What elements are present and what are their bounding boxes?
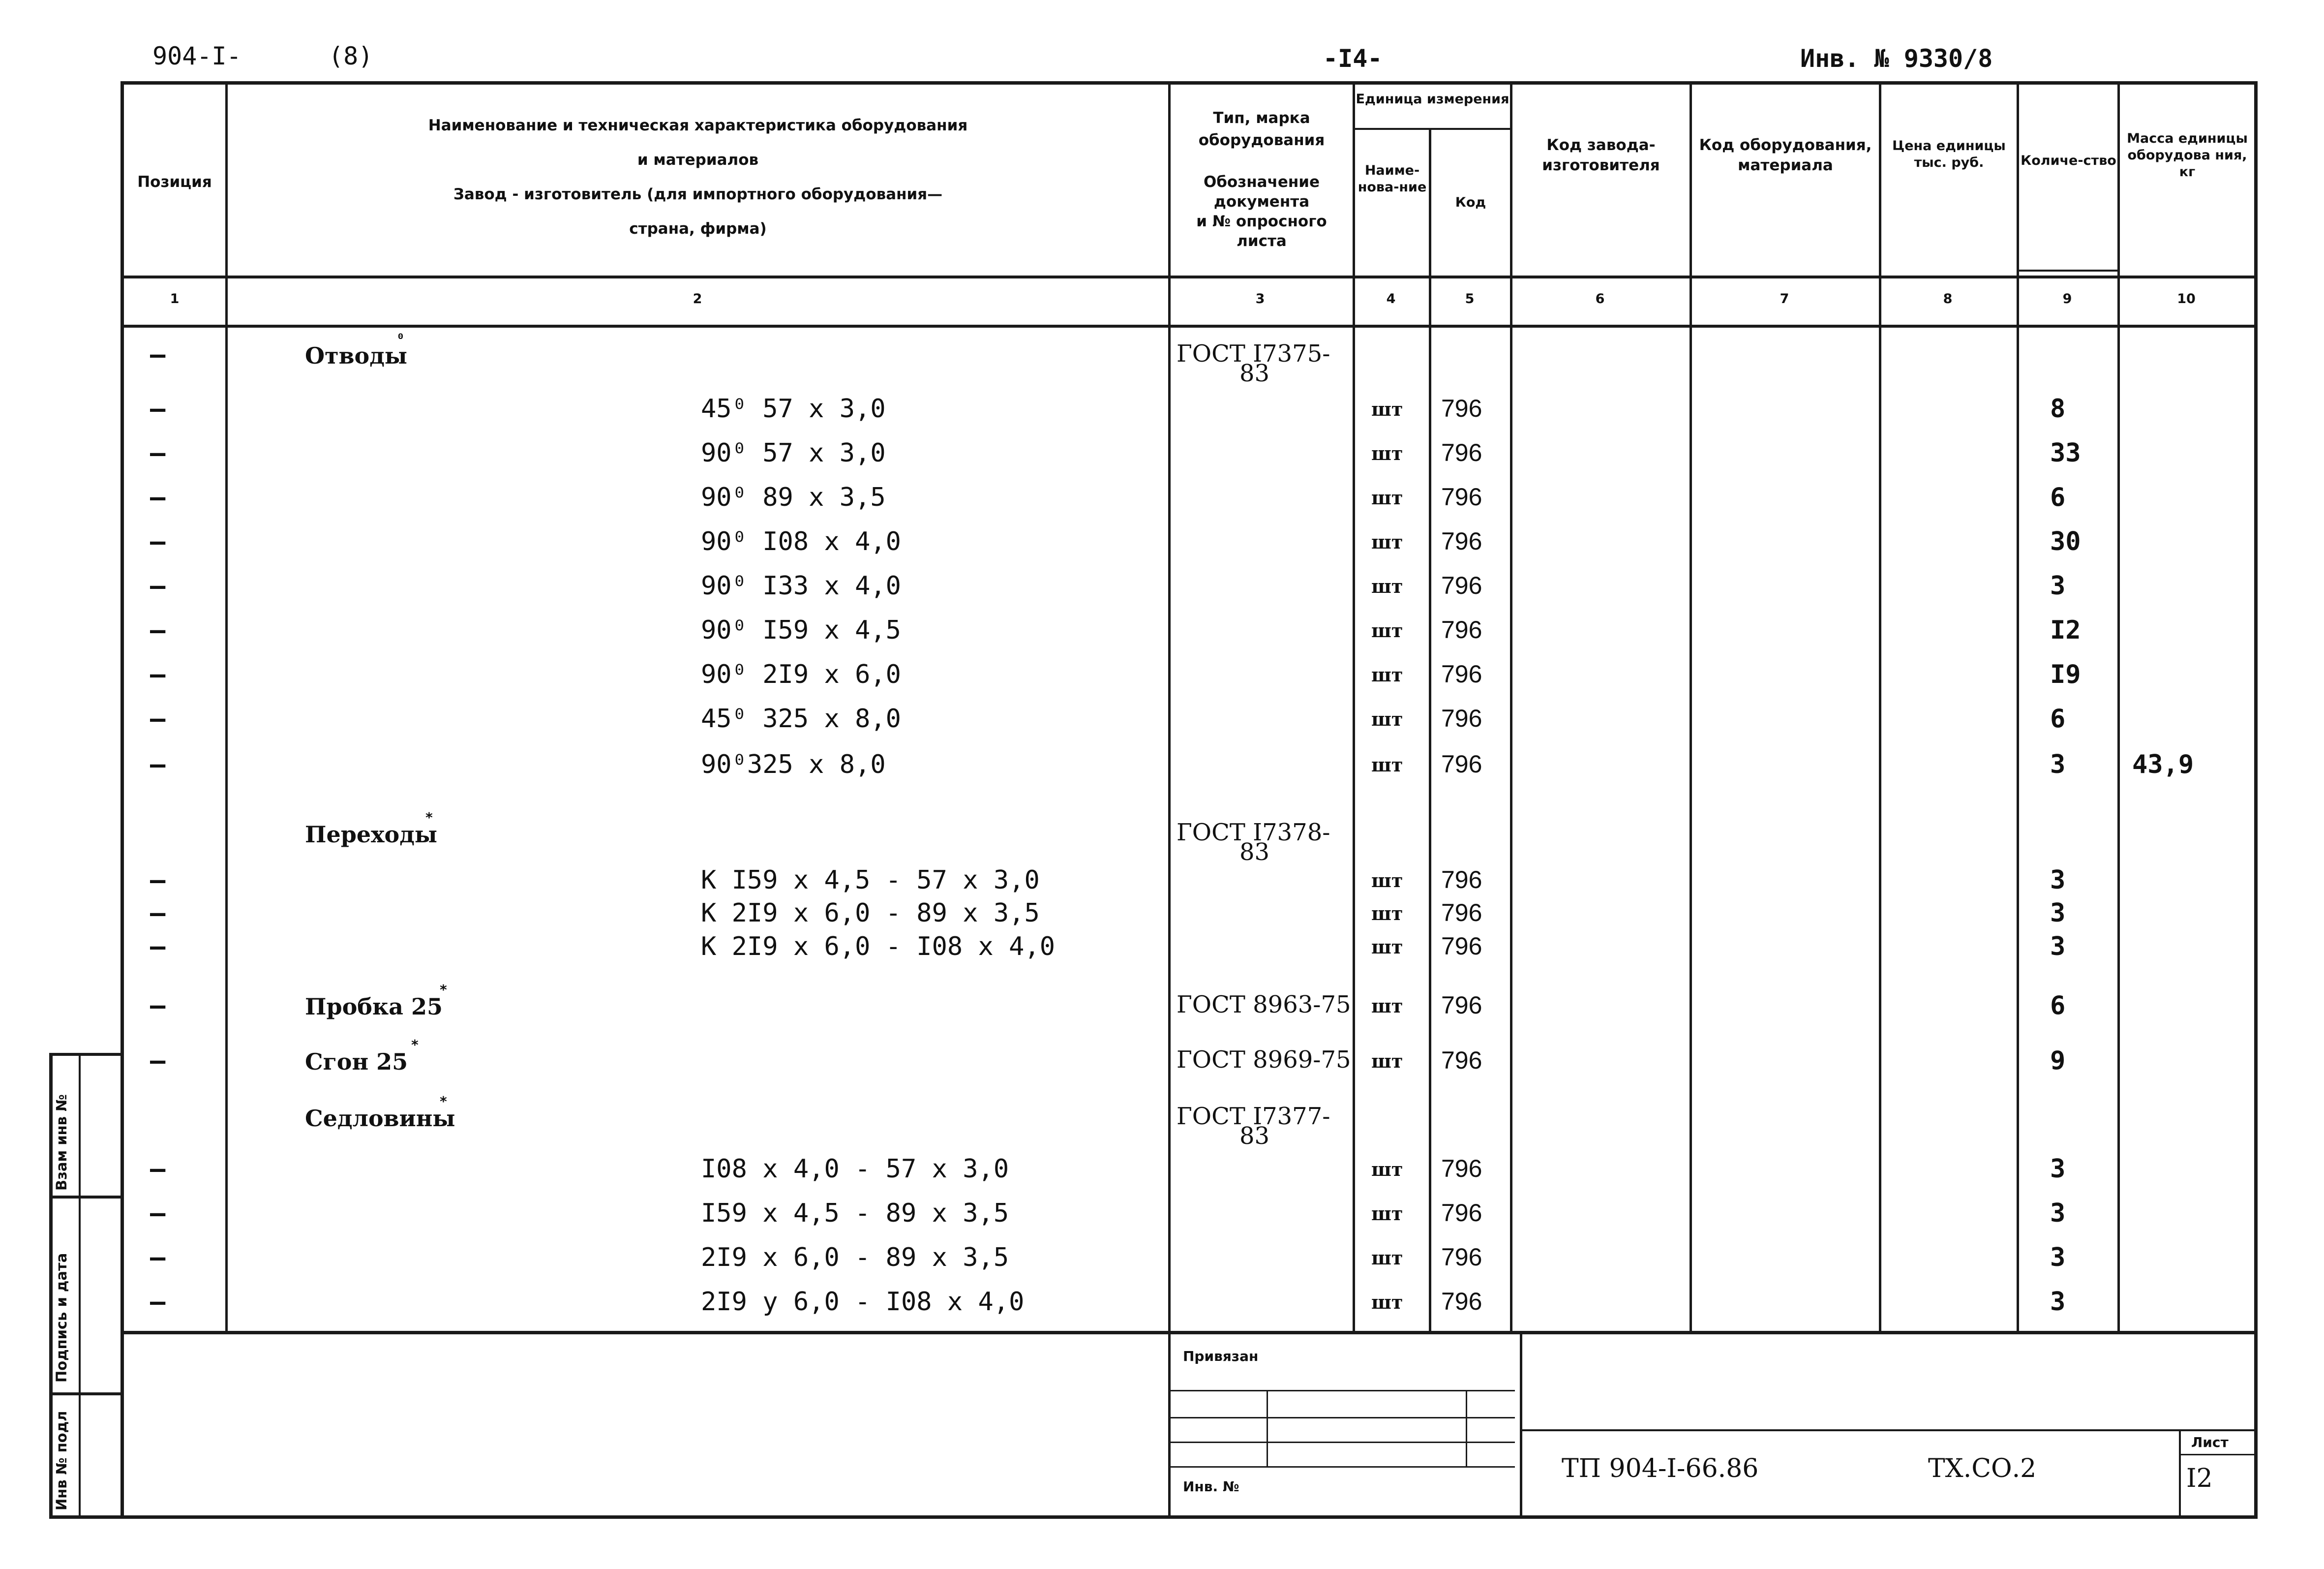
row-unit-code: 796 <box>1441 439 1482 466</box>
row-quantity: 3 <box>2050 1287 2066 1317</box>
row-document-year: 83 <box>1239 838 1270 866</box>
row-quantity: 3 <box>2050 865 2066 895</box>
series-number: 904-I- <box>152 42 241 70</box>
row-item-spec: 90⁰ 89 х 3,5 <box>701 483 886 512</box>
row-mass: 43,9 <box>2132 750 2194 779</box>
row-document-year: 83 <box>1239 1122 1270 1150</box>
row-document-year: 83 <box>1239 360 1270 387</box>
row-unit-code: 796 <box>1441 1243 1482 1271</box>
row-unit-name: шт <box>1371 708 1403 730</box>
row-item-spec: К 2I9 х 6,0 - 89 х 3,5 <box>701 898 1040 928</box>
row-group-name: Пробка 25 <box>305 993 443 1020</box>
row-quantity: 3 <box>2050 1243 2066 1272</box>
row-position: — <box>150 991 166 1020</box>
column-number: 6 <box>1595 291 1605 307</box>
row-unit-name: шт <box>1371 664 1403 686</box>
row-quantity: 3 <box>2050 1154 2066 1184</box>
row-item-spec: 90⁰ I33 х 4,0 <box>701 571 901 601</box>
row-unit-code: 796 <box>1441 527 1482 555</box>
row-unit-name: шт <box>1371 1158 1403 1180</box>
row-unit-code: 796 <box>1441 750 1482 778</box>
row-item-spec: I08 х 4,0 - 57 х 3,0 <box>701 1154 1009 1184</box>
row-position: — <box>150 571 166 601</box>
col-quantity-header: Количе-ство <box>2021 153 2116 168</box>
col-type-header-3: Обозначение <box>1203 173 1320 191</box>
col-price-header: Цена единицы тыс. руб. <box>1892 138 2006 170</box>
sheet-number: I2 <box>2186 1464 2213 1493</box>
inv-number-label: Инв. № <box>1183 1478 1239 1495</box>
row-note-mark: * <box>425 809 433 826</box>
row-quantity: 33 <box>2050 438 2081 468</box>
col-position-header: Позиция <box>137 173 212 191</box>
row-position: — <box>150 615 166 645</box>
col-name-header-2: и материалов <box>637 151 759 169</box>
row-group-name: Отводы <box>305 342 407 369</box>
row-position: — <box>150 932 166 961</box>
row-note-mark: * <box>439 1093 448 1109</box>
row-item-spec: 90⁰ I59 х 4,5 <box>701 615 901 645</box>
row-unit-name: шт <box>1371 531 1403 553</box>
row-position: — <box>150 660 166 689</box>
col-equipment-code-header: Код оборудования, материала <box>1699 136 1872 174</box>
column-number: 5 <box>1465 291 1475 307</box>
row-item-spec: 90⁰ 57 х 3,0 <box>701 438 886 468</box>
row-quantity: 3 <box>2050 571 2066 601</box>
side-sign-date-label: Подпись и дата <box>53 1253 70 1383</box>
inventory-number: Инв. № 9330/8 <box>1800 44 1993 73</box>
row-item-spec: 45⁰ 57 х 3,0 <box>701 394 886 424</box>
row-unit-name: шт <box>1371 487 1403 509</box>
row-unit-name: шт <box>1371 442 1403 464</box>
row-note-mark: * <box>439 982 448 998</box>
row-unit-code: 796 <box>1441 660 1482 688</box>
row-quantity: 8 <box>2050 394 2066 424</box>
row-position: — <box>150 750 166 779</box>
row-unit-code: 796 <box>1441 899 1482 926</box>
row-group-name: Сгон 25 <box>305 1048 408 1075</box>
row-item-spec: 90⁰325 х 8,0 <box>701 750 886 779</box>
col-type-header-6: листа <box>1237 232 1287 250</box>
row-group-name: Переходы <box>305 821 438 848</box>
col-mass-header: Масса единицы оборудова ния, кг <box>2127 131 2248 180</box>
row-position: — <box>150 1199 166 1228</box>
row-unit-code: 796 <box>1441 1155 1482 1182</box>
row-unit-name: шт <box>1371 619 1403 642</box>
col-type-header-5: и № опросного <box>1196 213 1327 230</box>
row-unit-code: 796 <box>1441 1199 1482 1227</box>
row-position: — <box>150 1046 166 1076</box>
sub-number: (8) <box>329 42 373 70</box>
row-document: ГОСТ 8969-75 <box>1177 1046 1351 1074</box>
row-quantity: 6 <box>2050 704 2066 734</box>
row-unit-code: 796 <box>1441 866 1482 893</box>
row-unit-name: шт <box>1371 1291 1403 1313</box>
column-number: 3 <box>1255 291 1265 307</box>
column-number: 2 <box>693 291 702 307</box>
row-position: — <box>150 1154 166 1184</box>
column-number: 8 <box>1943 291 1953 307</box>
row-quantity: 30 <box>2050 527 2081 556</box>
row-position: — <box>150 483 166 512</box>
row-position: — <box>150 394 166 424</box>
row-quantity: 6 <box>2050 991 2066 1020</box>
row-unit-code: 796 <box>1441 483 1482 511</box>
row-unit-name: шт <box>1371 1050 1403 1072</box>
row-unit-code: 796 <box>1441 991 1482 1019</box>
row-note-mark: ⁰ <box>396 331 405 347</box>
row-position: — <box>150 1287 166 1317</box>
col-factory-code-header: Код завода-изготовителя <box>1542 136 1660 174</box>
row-quantity: 3 <box>2050 898 2066 928</box>
row-unit-name: шт <box>1371 398 1403 420</box>
row-unit-code: 796 <box>1441 705 1482 732</box>
col-type-header-2: оборудования <box>1198 131 1325 149</box>
row-quantity: I2 <box>2050 615 2081 645</box>
row-document: ГОСТ 8963-75 <box>1177 991 1351 1018</box>
row-item-spec: 2I9 у 6,0 - I08 х 4,0 <box>701 1287 1025 1317</box>
column-number: 1 <box>170 291 180 307</box>
row-unit-name: шт <box>1371 995 1403 1017</box>
row-group-name: Седловины <box>305 1105 455 1132</box>
row-unit-code: 796 <box>1441 1046 1482 1074</box>
row-unit-code: 796 <box>1441 395 1482 422</box>
row-position: — <box>150 438 166 468</box>
row-document: ГОСТ I7377- <box>1177 1103 1330 1130</box>
row-quantity: I9 <box>2050 660 2081 689</box>
col-name-header-4: страна, фирма) <box>629 220 767 238</box>
row-unit-name: шт <box>1371 1202 1403 1225</box>
row-unit-name: шт <box>1371 1247 1403 1269</box>
col-name-header-1: Наименование и техническая характеристика оборудования <box>428 117 968 134</box>
row-quantity: 6 <box>2050 483 2066 512</box>
row-note-mark: * <box>411 1037 419 1053</box>
row-item-spec: 90⁰ I08 х 4,0 <box>701 527 901 556</box>
row-quantity: 3 <box>2050 1199 2066 1228</box>
row-item-spec: 90⁰ 2I9 х 6,0 <box>701 660 901 689</box>
row-quantity: 3 <box>2050 932 2066 961</box>
row-position: — <box>150 527 166 556</box>
row-item-spec: 2I9 х 6,0 - 89 х 3,5 <box>701 1243 1009 1272</box>
document-designation: ТП 904-I-66.86 <box>1562 1454 1759 1483</box>
row-unit-code: 796 <box>1441 932 1482 960</box>
column-number: 4 <box>1386 291 1396 307</box>
row-unit-code: 796 <box>1441 1288 1482 1315</box>
side-replace-label: Взам инв № <box>53 1094 70 1191</box>
row-position: — <box>150 340 166 369</box>
row-item-spec: I59 х 4,5 - 89 х 3,5 <box>701 1199 1009 1228</box>
row-quantity: 9 <box>2050 1046 2066 1076</box>
col-type-header-1: Тип, марка <box>1213 109 1310 127</box>
row-unit-code: 796 <box>1441 616 1482 644</box>
row-item-spec: К I59 х 4,5 - 57 х 3,0 <box>701 865 1040 895</box>
row-document: ГОСТ I7378- <box>1177 819 1330 846</box>
col-unit-name-header: Наиме-нова-ние <box>1358 163 1427 195</box>
row-item-spec: К 2I9 х 6,0 - I08 х 4,0 <box>701 932 1056 961</box>
row-unit-name: шт <box>1371 754 1403 776</box>
row-position: — <box>150 865 166 895</box>
row-unit-name: шт <box>1371 936 1403 958</box>
row-item-spec: 45⁰ 325 х 8,0 <box>701 704 901 734</box>
row-quantity: 3 <box>2050 750 2066 779</box>
row-unit-name: шт <box>1371 869 1403 892</box>
side-original-label: Инв № подл <box>53 1411 70 1510</box>
col-unit-group-header: Единица измерения <box>1356 92 1509 107</box>
row-position: — <box>150 1243 166 1272</box>
row-document: ГОСТ I7375- <box>1177 340 1330 368</box>
col-name-header-3: Завод - изготовитель (для импортного оборудования— <box>453 185 943 203</box>
row-position: — <box>150 704 166 734</box>
col-type-header-4: документа <box>1213 193 1310 211</box>
column-number: 7 <box>1780 291 1789 307</box>
row-unit-name: шт <box>1371 575 1403 597</box>
col-unit-code-header: Код <box>1455 195 1486 210</box>
document-code: ТХ.СО.2 <box>1928 1454 2037 1483</box>
column-number: 9 <box>2062 291 2072 307</box>
row-position: — <box>150 898 166 928</box>
row-unit-name: шт <box>1371 902 1403 924</box>
column-number: 10 <box>2177 291 2196 307</box>
bound-label: Привязан <box>1183 1348 1259 1364</box>
page-number: -I4- <box>1323 44 1383 73</box>
row-unit-code: 796 <box>1441 572 1482 599</box>
sheet-label: Лист <box>2191 1434 2229 1450</box>
